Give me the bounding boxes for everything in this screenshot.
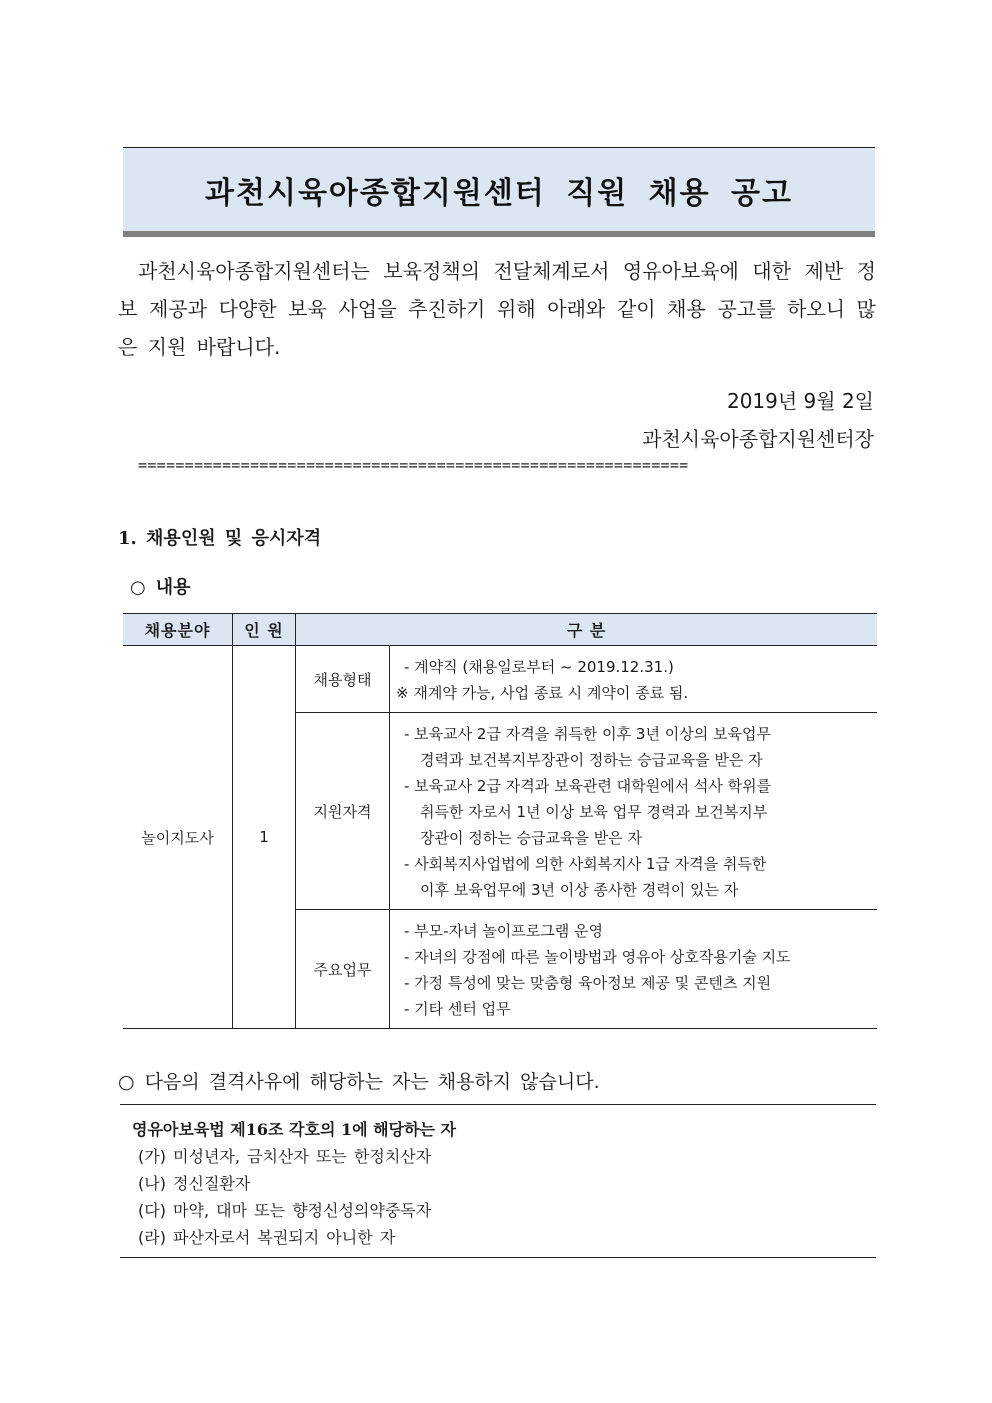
list-item: (다) 마약, 대마 또는 향정신성의약중독자 [138,1201,432,1220]
content-subheading [130,573,191,599]
detail-line: - 보육교사 2급 자격과 보육관련 대학원에서 석사 학위를 [404,777,772,795]
count-cell: 1 [233,646,296,1029]
category-cell: 채용형태 [296,646,390,713]
detail-cell [390,910,878,1029]
table-row [123,646,877,713]
header-field: 채용분야 [123,614,233,646]
detail-line: - 계약직 (채용일로부터 ~ 2019.12.31.) [404,658,674,676]
header-category: 구 분 [296,614,878,646]
detail-line: - 자녀의 강점에 따른 놀이방법과 영유아 상호작용기술 지도 [404,948,791,966]
detail-line: 경력과 보건복지부장관이 정하는 승급교육을 받은 자 [420,751,763,769]
announcement-date: 2019년 9월 2일 [726,389,874,413]
section-1-title: 1. 채용인원 및 응시자격 [118,528,322,549]
exclusion-title: 영유아보육법 제16조 각호의 1에 해당하는 자 [132,1120,457,1139]
category-cell: 주요업무 [296,910,390,1029]
detail-line: ※ 재계약 가능, 사업 종료 시 계약이 종료 됨. [396,684,689,702]
issuer-name: 과천시육아종합지원센터장 [642,427,874,451]
title-banner [123,147,875,237]
detail-cell [390,713,878,910]
field-cell: 놀이지도사 [123,646,233,1029]
category-cell: 지원자격 [296,713,390,910]
table-header-row [123,614,877,646]
header-count: 인 원 [233,614,296,646]
detail-line: - 사회복지사업법에 의한 사회복지사 1급 자격을 취득한 [404,855,767,873]
exclusion-heading-text: 다음의 결격사유에 해당하는 자는 채용하지 않습니다. [144,1071,600,1093]
list-item: (라) 파산자로서 복권되지 아니한 자 [138,1228,396,1247]
exclusion-box [120,1104,876,1258]
detail-line: - 부모-자녀 놀이프로그램 운영 [404,922,604,940]
detail-line: 취득한 자로서 1년 이상 보육 업무 경력과 보건복지부 [420,803,768,821]
subheading-text: 내용 [155,577,191,598]
detail-line: 이후 보육업무에 3년 이상 종사한 경력이 있는 자 [420,881,739,899]
detail-line: 장관이 정하는 승급교육을 받은 자 [420,829,642,847]
exclusion-list [138,1143,431,1251]
circle-bullet-icon: ○ [130,577,146,598]
detail-line: - 보육교사 2급 자격을 취득한 이후 3년 이상의 보육업무 [404,725,771,743]
detail-line: - 가정 특성에 맞는 맞춤형 육아정보 제공 및 콘텐츠 지원 [404,974,772,992]
circle-bullet-icon: ○ [118,1071,135,1093]
exclusion-heading [118,1067,600,1094]
detail-line: - 기타 센터 업무 [404,1000,511,1018]
list-item: (나) 정신질환자 [138,1174,251,1193]
list-item: (가) 미성년자, 금치산자 또는 한정치산자 [138,1147,432,1166]
divider-line: =========================================================== [138,456,689,474]
detail-cell [390,646,878,713]
recruitment-table [123,613,877,1029]
document-title: 과천시육아종합지원센터 직원 채용 공고 [205,175,793,211]
intro-paragraph [118,252,876,366]
intro-text: 과천시육아종합지원센터는 보육정책의 전달체계로서 영유아보육에 대한 제반 정보 제공과 다양한 보육 사업을 추진하기 위해 아래와 같이 채용 공고를 하오니 많은 지원 바랍니다. [118,259,876,359]
